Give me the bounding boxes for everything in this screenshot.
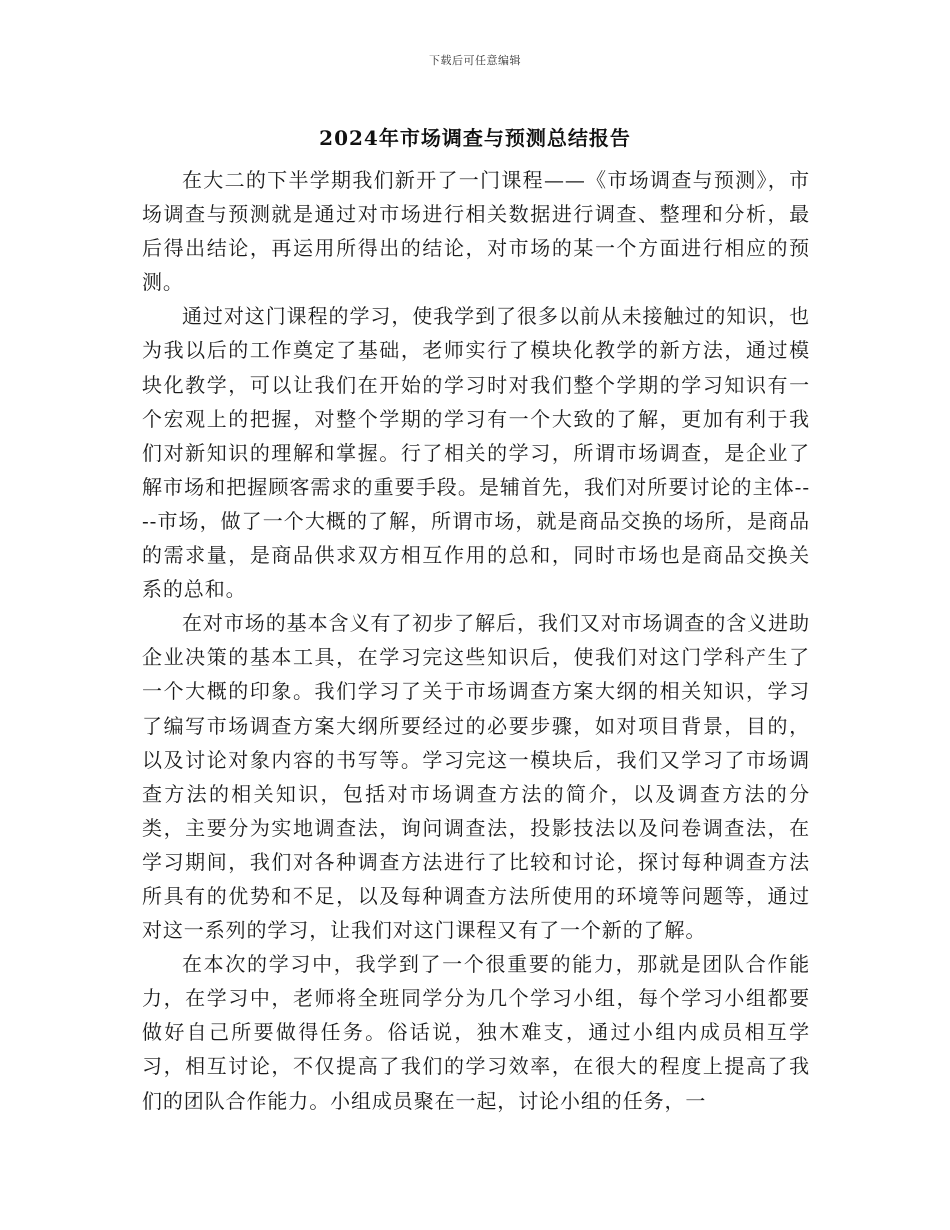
paragraph: 在对市场的基本含义有了初步了解后，我们又对市场调查的含义进助企业决策的基本工具，在学习完这些知识后，使我们对这门学科产生了一个大概的印象。我们学习了关于市场调查方案大纲的相关知识，学习了编写市场调查方案大纲所要经过的必要步骤，如对项目背景，目的，以及讨论对象内容的书写等。学习完这一模块后，我们又学习了市场调查方法的相关知识，包括对市场调查方法的简介，以及调查方法的分类，主要分为实地调查法，询问调查法，投影技法以及问卷调查法，在学习期间，我们对各种调查方法进行了比较和讨论，探讨每种调查方法所具有的优势和不足，以及每种调查方法所使用的环境等问题等，通过对这一系列的学习，让我们对这门课程又有了一个新的了解。 [142,611,810,943]
paragraph: 在大二的下半学期我们新开了一门课程——《市场调查与预测》，市场调查与预测就是通过对市场进行相关数据进行调查、整理和分析，最后得出结论，再运用所得出的结论，对市场的某一个方面进行相应的预测。 [142,168,810,295]
document-body [142,163,810,1118]
paragraph: 通过对这门课程的学习，使我学到了很多以前从未接触过的知识，也为我以后的工作奠定了基础，老师实行了模块化教学的新方法，通过模块化教学，可以让我们在开始的学习时对我们整个学期的学习知识有一个宏观上的把握，对整个学期的学习有一个大致的了解，更加有利于我们对新知识的理解和掌握。行了相关的学习，所谓市场调查，是企业了解市场和把握顾客需求的重要手段。是辅首先，我们对所要讨论的主体----市场，做了一个大概的了解，所谓市场，就是商品交换的场所，是商品的需求量，是商品供求双方相互作用的总和，同时市场也是商品交换关系的总和。 [142,304,810,602]
header-note: 下载后可任意编辑 [429,54,521,67]
document-title: 2024年市场调查与预测总结报告 [319,126,631,150]
paragraph: 在本次的学习中，我学到了一个很重要的能力，那就是团队合作能力，在学习中，老师将全班同学分为几个学习小组，每个学习小组都要做好自己所要做得任务。俗话说，独木难支，通过小组内成员相互学习，相互讨论，不仅提高了我们的学习效率，在很大的程度上提高了我们的团队合作能力。小组成员聚在一起，讨论小组的任务，一 [142,952,810,1113]
